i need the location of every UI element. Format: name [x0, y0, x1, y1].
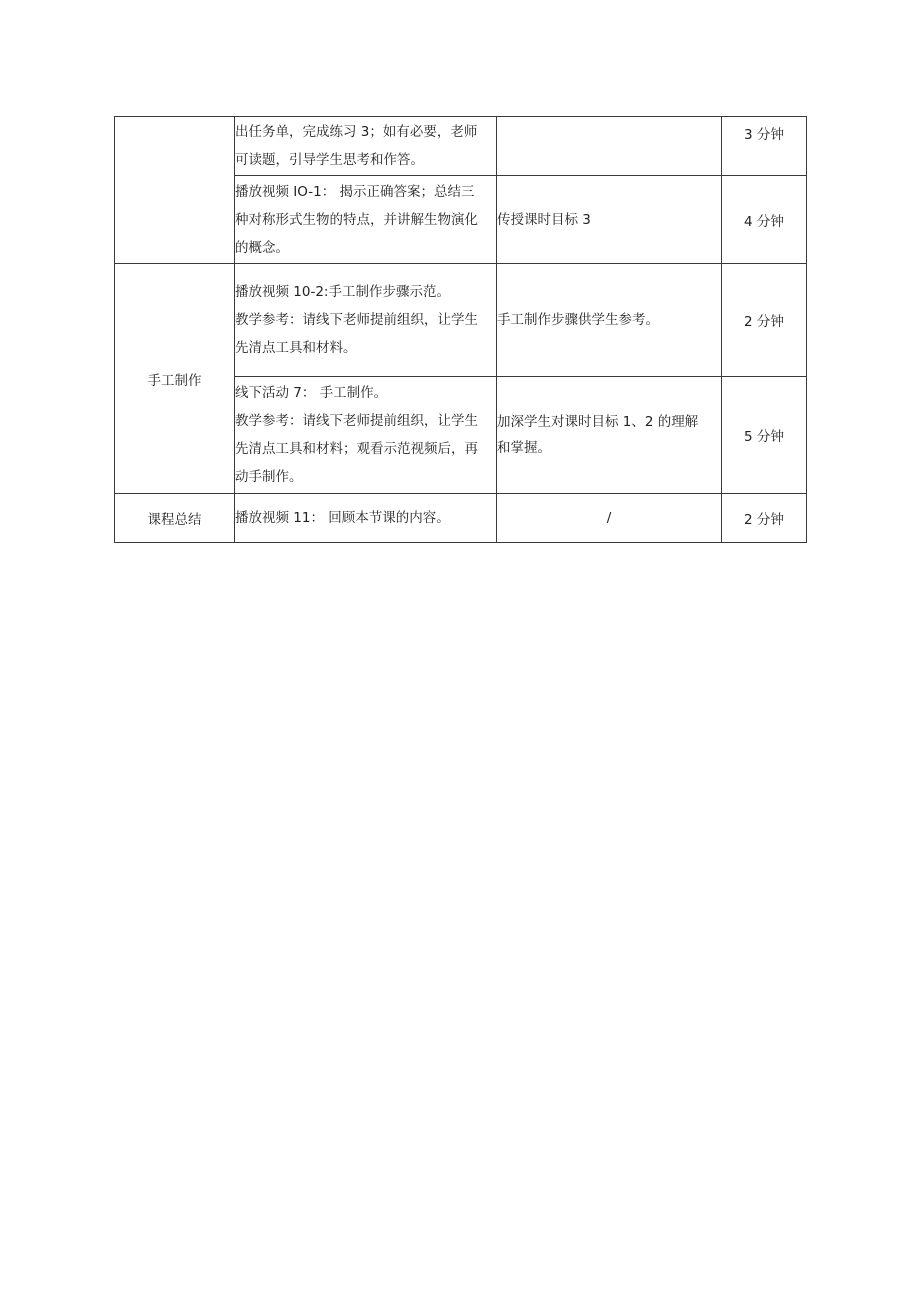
activity-line: 出任务单，完成练习 3；如有必要，老师 [235, 124, 478, 140]
time-cell: 2 分钟 [722, 264, 807, 377]
activity-line: 教学参考：请线下老师提前组织，让学生 [235, 413, 478, 429]
goal-cell [497, 377, 722, 494]
table-row [115, 264, 807, 377]
activity-line: 线下活动 7： 手工制作。 [235, 385, 388, 401]
goal-line: 传授课时目标 3 [497, 211, 591, 228]
activity-cell [235, 117, 497, 176]
time-cell: 2 分钟 [722, 494, 807, 543]
section-cell [115, 117, 235, 264]
time-cell: 4 分钟 [722, 176, 807, 264]
activity-line: 教学参考：请线下老师提前组织，让学生 [235, 312, 478, 328]
activity-line: 先清点工具和材料；观看示范视频后，再 [235, 441, 478, 457]
activity-cell [235, 176, 497, 264]
goal-cell [497, 264, 722, 377]
goal-line: / [606, 510, 612, 526]
table-row [115, 117, 807, 176]
activity-cell [235, 377, 497, 494]
goal-cell [497, 494, 722, 543]
activity-cell [235, 494, 497, 543]
time-cell: 5 分钟 [722, 377, 807, 494]
table-row [115, 494, 807, 543]
section-cell: 课程总结 [115, 494, 235, 543]
section-cell: 手工制作 [115, 264, 235, 494]
goal-line: 加深学生对课时目标 1、2 的理解 [497, 414, 699, 430]
activity-cell [235, 264, 497, 377]
activity-line: 播放视频 11： 回顾本节课的内容。 [235, 510, 450, 526]
goal-cell [497, 117, 722, 176]
goal-line: 手工制作步骤供学生参考。 [497, 312, 659, 328]
lesson-plan-table [114, 116, 807, 543]
activity-line: 的概念。 [235, 239, 289, 256]
goal-cell [497, 176, 722, 264]
activity-line: 先清点工具和材料。 [235, 340, 357, 356]
goal-line: 和掌握。 [497, 440, 551, 456]
activity-line: 种对称形式生物的特点，并讲解生物演化 [235, 211, 478, 228]
activity-line: 可读题，引导学生思考和作答。 [235, 152, 424, 168]
time-cell: 3 分钟 [722, 117, 807, 176]
activity-line: 播放视频 10-2:手工制作步骤示范。 [235, 284, 450, 300]
activity-line: 播放视频 IO-1： 揭示正确答案；总结三 [235, 183, 475, 200]
activity-line: 动手制作。 [235, 469, 303, 485]
